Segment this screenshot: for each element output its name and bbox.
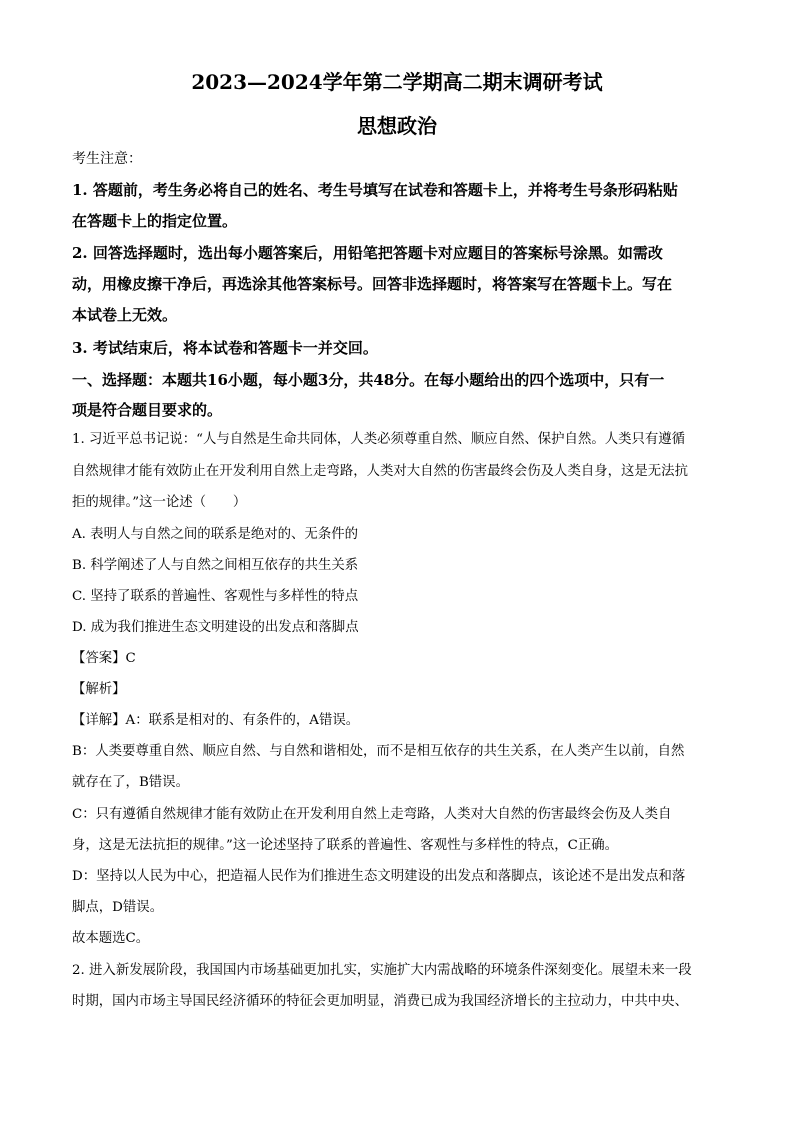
option-c: C. 坚持了联系的普遍性、客观性与多样性的特点 <box>72 589 359 604</box>
notice-line: 在答题卡上的指定位置。 <box>72 212 238 230</box>
notice-line: 2. 回答选择题时，选出每小题答案后，用铅笔把答题卡对应题目的答案标号涂黑。如需改 <box>72 244 663 262</box>
notice-line: 本试卷上无效。 <box>72 306 178 324</box>
section-heading: 项是符合题目要求的。 <box>72 401 223 419</box>
detail-line: 身，这是无法抗拒的规律。”这一论述坚持了联系的普遍性、客观性与多样性的特点，C正确。 <box>72 838 619 853</box>
section-heading: 一、选择题：本题共16小题，每小题3分，共48分。在每小题给出的四个选项中，只有一 <box>72 371 665 389</box>
notice-heading: 考生注意： <box>72 151 142 167</box>
subject-title: 思想政治 <box>357 114 437 138</box>
answer-label: 【答案】C <box>72 651 136 666</box>
detail-line: B：人类要尊重自然、顺应自然、与自然和谐相处，而不是相互依存的共生关系，在人类产生以前，自然 <box>72 744 685 759</box>
detail-line: 脚点，D错误。 <box>72 900 164 915</box>
notice-line: 动，用橡皮擦干净后，再选涂其他答案标号。回答非选择题时，将答案写在答题卡上。写在 <box>72 275 673 293</box>
question1-stem: 拒的规律。”这一论述（ ） <box>72 495 247 510</box>
exam-title: 2023—2024学年第二学期高二期末调研考试 <box>191 70 603 94</box>
option-d: D. 成为我们推进生态文明建设的出发点和落脚点 <box>72 620 359 635</box>
detail-line: D：坚持以人民为中心，把造福人民作为们推进生态文明建设的出发点和落脚点，该论述不是出发点和落 <box>72 869 686 884</box>
question1-stem: 1. 习近平总书记说：“人与自然是生命共同体，人类必须尊重自然、顺应自然、保护自然。人类只有遵循 <box>72 432 686 447</box>
question1-stem: 自然规律才能有效防止在开发利用自然上走弯路，人类对大自然的伤害最终会伤及人类自身，这是无法抗 <box>72 464 688 479</box>
notice-line: 3. 考试结束后，将本试卷和答题卡一并交回。 <box>72 339 378 357</box>
question2-stem: 2. 进入新发展阶段，我国国内市场基础更加扎实，实施扩大内需战略的环境条件深刻变化。展望未来一段 <box>72 963 692 978</box>
detail-line: 就存在了，B错误。 <box>72 775 189 790</box>
detail-line: 故本题选C。 <box>72 931 150 946</box>
option-b: B. 科学阐述了人与自然之间相互依存的共生关系 <box>72 558 359 573</box>
question2-stem: 时期，国内市场主导国民经济循环的特征会更加明显，消费已成为我国经济增长的主拉动力，中共中央、 <box>72 994 688 1009</box>
option-a: A. 表明人与自然之间的联系是绝对的、无条件的 <box>72 527 358 542</box>
detail-line: C：只有遵循自然规律才能有效防止在开发利用自然上走弯路，人类对大自然的伤害最终会伤及人类自 <box>72 807 672 822</box>
notice-line: 1. 答题前，考生务必将自己的姓名、考生号填写在试卷和答题卡上，并将考生号条形码粘贴 <box>72 181 678 199</box>
detail-line: 【详解】A：联系是相对的、有条件的，A错误。 <box>72 713 360 728</box>
analysis-label: 【解析】 <box>72 682 126 697</box>
